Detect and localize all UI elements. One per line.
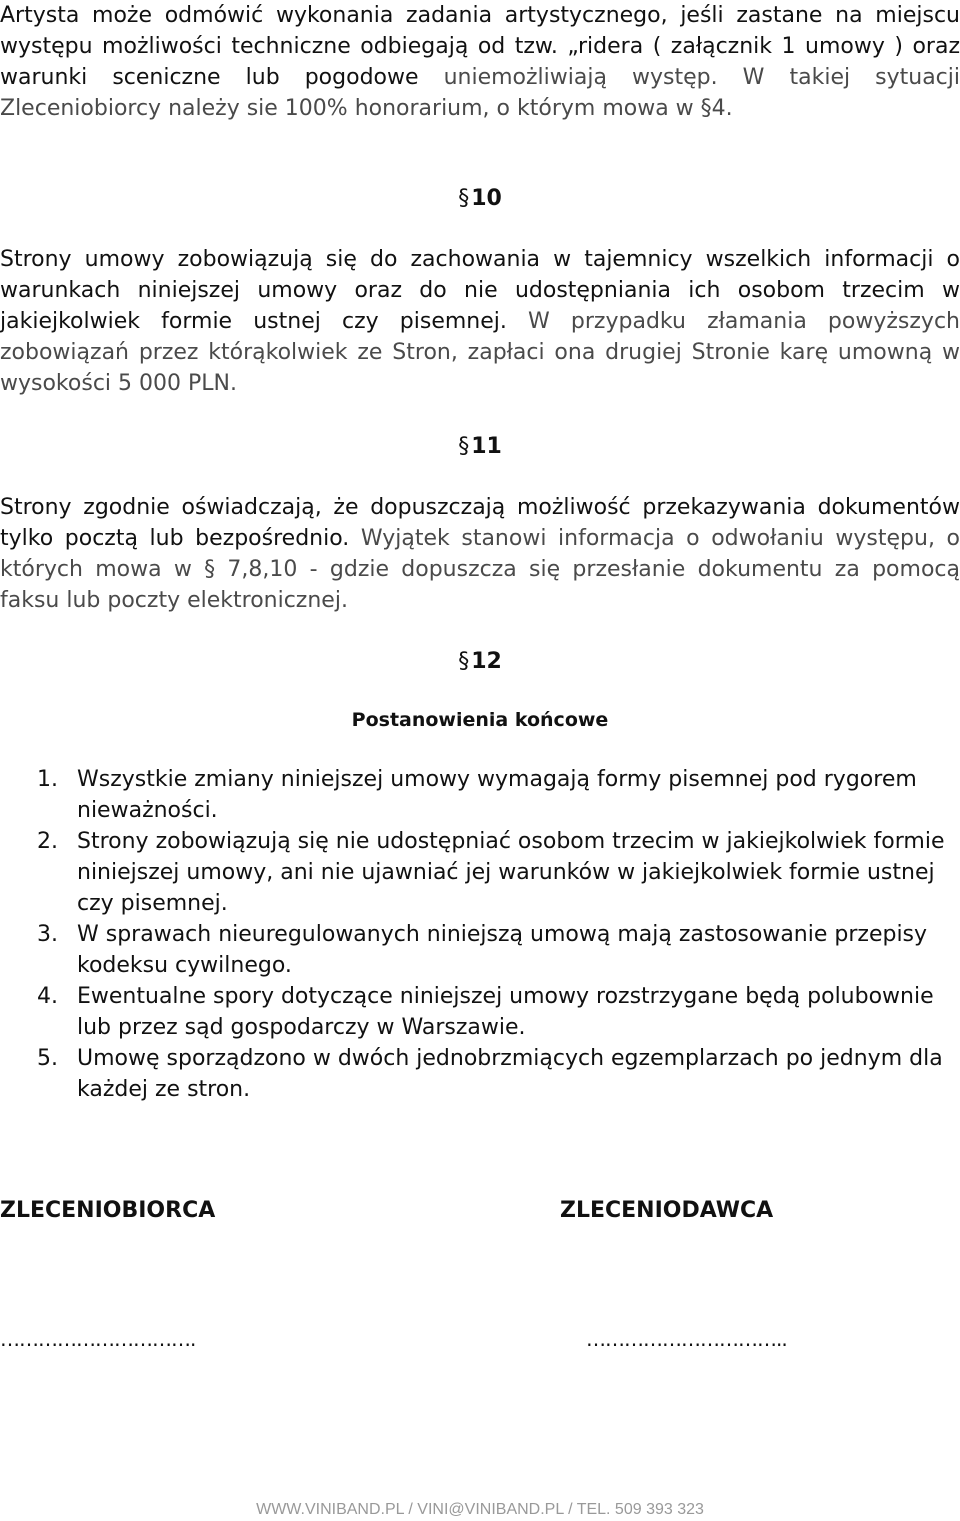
section-11-paragraph	[0, 492, 960, 616]
list-item	[0, 826, 960, 919]
section-number: 11	[471, 434, 502, 459]
section-symbol: §	[458, 434, 470, 459]
section-10-heading	[0, 184, 960, 214]
list-item-text: Ewentualne spory dotyczące niniejszej umowy rozstrzygane będą polubownie lub przez sąd gospodarczy w Warszawie.	[77, 984, 934, 1040]
section-number: 12	[471, 649, 502, 674]
intro-text-grey: uniemożliwiają występ. W takiej sytuacji Zleceniobiorcy należy sie 100% honorarium, o którym mowa w §4.	[0, 65, 960, 121]
list-item-text: Wszystkie zmiany niniejszej umowy wymagają formy pisemnej pod rygorem nieważności.	[77, 767, 917, 823]
section-11-heading	[0, 432, 960, 462]
section-10-text-rest: W przypadku złamania powyższych zobowiązań przez którąkolwiek ze Stron, zapłaci ona drugiej Stronie karę umowną w wysokości 5 000 PLN.	[0, 309, 960, 396]
client-signature-label: ZLECENIODAWCA	[560, 1198, 774, 1223]
contractor-signature-label: ZLECENIOBIORCA	[0, 1198, 216, 1223]
section-symbol: §	[458, 649, 470, 674]
list-item-number: 1.	[37, 767, 58, 792]
section-10-paragraph	[0, 244, 960, 399]
list-item-number: 5.	[37, 1046, 58, 1071]
list-item-number: 4.	[37, 984, 58, 1009]
section-11-text-dark: Strony zgodnie oświadczają, że dopuszczają możliwość przekazywania dokumentów tylko pocztą lub bezpośrednio.	[0, 495, 960, 551]
list-item-text: Umowę sporządzono w dwóch jednobrzmiących egzemplarzach po jednym dla każdej ze stron.	[77, 1046, 943, 1102]
section-12-subtitle: Postanowienia końcowe	[351, 709, 609, 731]
list-item	[0, 981, 960, 1043]
list-item-text: Strony zobowiązują się nie udostępniać osobom trzecim w jakiejkolwiek formie niniejszej umowy, ani nie ujawniać jej warunków w jakiejkolwiek formie ustnej czy pisemnej.	[77, 829, 945, 916]
section-number: 10	[471, 186, 502, 211]
list-item-number: 2.	[37, 829, 58, 854]
section-11-text-rest: Wyjątek stanowi informacja o odwołaniu występu, o których mowa w § 7,8,10 - gdzie dopuszcza się przesłanie dokumentu za pomocą faksu lub poczty elektronicznej.	[0, 526, 960, 613]
list-item	[0, 919, 960, 981]
page-footer: WWW.VINIBAND.PL / VINI@VINIBAND.PL / TEL. 509 393 323	[256, 1501, 704, 1518]
final-provisions-list	[0, 764, 960, 1105]
section-symbol: §	[458, 186, 470, 211]
intro-text-dark: Artysta może odmówić wykonania zadania artystycznego, jeśli zastane na miejscu występu możliwości techniczne odbiegają od tzw. „ridera ( załącznik 1 umowy ) oraz warunki sceniczne lub pogodowe	[0, 3, 960, 90]
section-12-heading	[0, 647, 960, 677]
section-10-text-dark: Strony umowy zobowiązują się do zachowania w tajemnicy wszelkich informacji o warunkach niniejszej umowy oraz do nie udostępniania ich osobom trzecim w jakiejkolwiek formie ustnej czy pisemnej.	[0, 247, 960, 334]
list-item	[0, 1043, 960, 1105]
list-item-number: 3.	[37, 922, 58, 947]
client-signature-line: …………………………..	[586, 1327, 787, 1351]
list-item-text: W sprawach nieuregulowanych niniejszą umową mają zastosowanie przepisy kodeksu cywilnego.	[77, 922, 928, 978]
intro-paragraph	[0, 0, 960, 124]
list-item	[0, 764, 960, 826]
contractor-signature-line: ………………………….	[0, 1327, 196, 1351]
